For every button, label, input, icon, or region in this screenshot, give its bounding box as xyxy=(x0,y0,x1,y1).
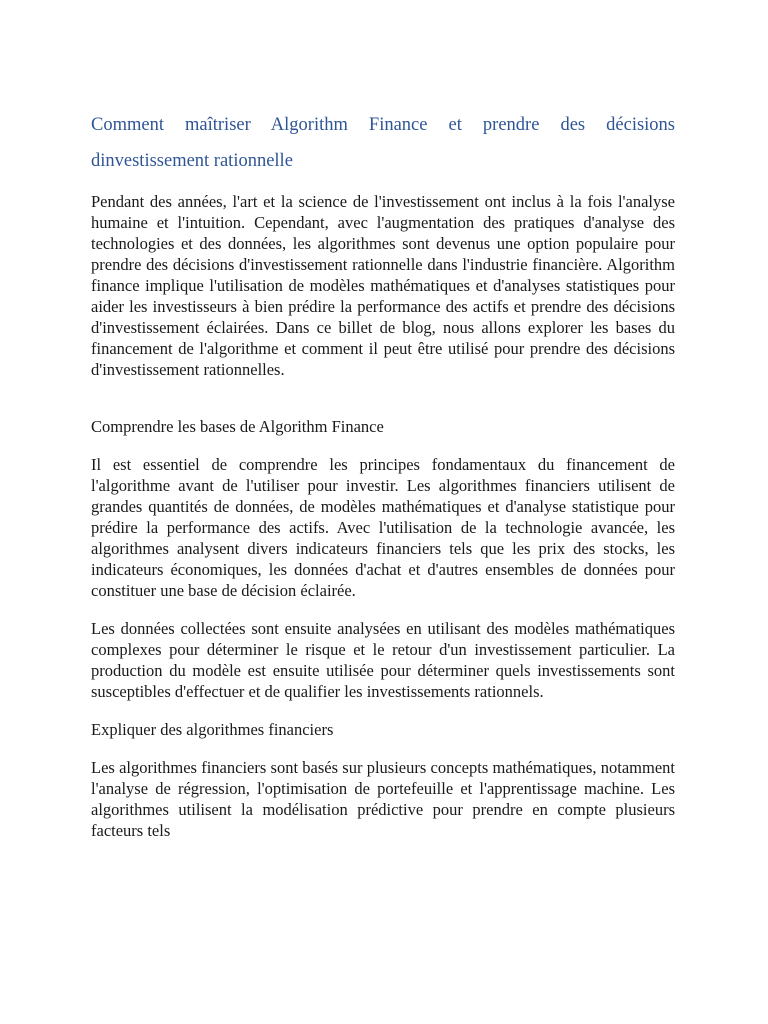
basics-paragraph-1: Il est essentiel de comprendre les principes fondamentaux du financement de l'algorithme avant de l'utiliser pour investir. Les algorithmes financiers utilisent de grandes quantités de données, de modèles mathématiques et d'analyse statistique pour prédire la performance des actifs. Avec l'utilisation de la technologie avancée, les algorithmes analysent divers indicateurs financiers tels que les prix des stocks, les indicateurs économiques, les données d'achat et d'autres ensembles de données pour constituer une base de décision éclairée. xyxy=(91,455,675,600)
document-page xyxy=(91,107,675,858)
intro-paragraph: Pendant des années, l'art et la science de l'investissement ont inclus à la fois l'analyse humaine et l'intuition. Cependant, avec l'augmentation des pratiques d'analyse des technologies et des données, les algorithmes sont devenus une option populaire pour prendre des décisions d'investissement rationnelle dans l'industrie financière. Algorithm finance implique l'utilisation de modèles mathématiques et d'analyses statistiques pour aider les investisseurs à bien prédire la performance des actifs et prendre des décisions d'investissement éclairées. Dans ce billet de blog, nous allons explorer les bases du financement de l'algorithme et comment il peut être utilisé pour prendre des décisions d'investissement rationnelles. xyxy=(91,192,675,379)
document-title: Comment maîtriser Algorithm Finance et prendre des décisions dinvestissement rationnelle xyxy=(91,115,675,171)
section-heading-algorithms: Expliquer des algorithmes financiers xyxy=(91,720,334,739)
basics-paragraph-2: Les données collectées sont ensuite analysées en utilisant des modèles mathématiques complexes pour déterminer le risque et le retour d'un investissement particulier. La production du modèle est ensuite utilisée pour déterminer quels investissements sont susceptibles d'effectuer et de qualifier les investissements rationnels. xyxy=(91,619,675,701)
spacer xyxy=(91,397,675,416)
section-heading-basics: Comprendre les bases de Algorithm Finance xyxy=(91,417,384,436)
algorithms-paragraph-1: Les algorithmes financiers sont basés sur plusieurs concepts mathématiques, notamment l'analyse de régression, l'optimisation de portefeuille et l'apprentissage machine. Les algorithmes utilisent la modélisation prédictive pour prendre en compte plusieurs facteurs tels xyxy=(91,758,675,840)
